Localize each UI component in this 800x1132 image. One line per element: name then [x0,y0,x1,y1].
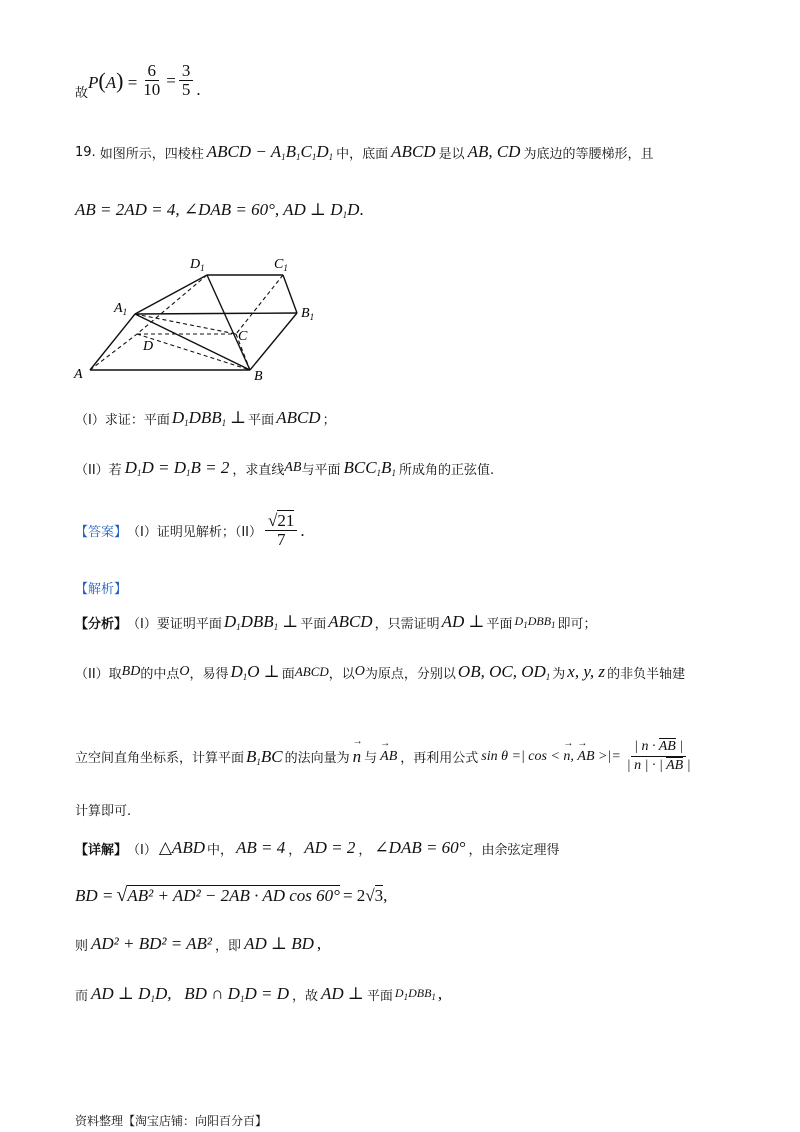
fraction-6-10 [140,62,163,99]
period: . [196,79,201,99]
label-a1: $A_1$ [114,301,128,317]
fenxi-text: ，易得 [189,666,229,682]
part-text: ，求直线 [232,462,285,478]
perp-symbol: ⊥ [230,408,247,427]
perp-symbol: ⊥ [282,612,299,631]
math-o: O [354,664,365,679]
fraction-sqrt21-7 [265,512,297,549]
m: B [246,746,257,766]
fenxi-text: 的非负半轴建 [607,666,686,682]
edge-ad [90,334,137,370]
m: AB = 2AD = 4, ∠DAB = 60°, AD ⊥ D [75,200,343,219]
fenxi-text: ，只需证明 [374,616,440,632]
m: OB, OC, OD [457,662,546,681]
edge-c1c [236,275,283,334]
m: sin θ =| cos < [481,748,564,764]
math-xyz: x, y, z [567,662,606,681]
frac-den: 5 [181,80,191,99]
detail-text: ， [288,842,302,858]
frac-num: 3 [179,62,194,81]
part-text: （II）若 [75,462,122,478]
math-var: A [105,72,117,92]
fenxi-text: 即可； [557,616,597,632]
vector-ab: → AB [380,749,397,765]
detail-text: ， [358,842,372,858]
period: . [300,520,305,540]
math-condition: AB = 2AD = 4, ∠DAB = 60°, AD ⊥ $D_1D$ [75,200,360,220]
sqrt-sign: √ [365,885,375,905]
edge-a1c [135,314,236,334]
condition-line [75,200,364,220]
fenxi-tag: 【分析】 [75,616,128,632]
m: | [626,758,635,773]
er-text: 平面 [366,988,393,1004]
label-b1: $B_1$ [301,306,315,322]
analysis-tag: 【解析】 [75,582,128,597]
question-19-line [75,142,653,162]
text-gu: 故 [75,86,89,101]
m: O ⊥ [247,662,280,681]
fenxi-text: 为 [552,666,566,682]
m: | [634,739,642,754]
m: n [641,739,649,754]
comma: , [437,984,443,1003]
math-condition2: $D_1D = D_1B = 2$ [124,458,230,478]
er-text: ，故 [291,988,318,1004]
math-plane2: ABCD [276,408,321,427]
question-text: 中，底面 [336,146,389,162]
fenxi-text: （I）要证明平面 [127,616,222,632]
math-pythag: AD² + BD² = AB² [91,934,213,953]
fenxi-text: 平面 [486,616,513,632]
m: D [316,142,329,161]
m: D [514,614,524,628]
answer-line [75,512,305,549]
math-plane: $BCC_1B_1$ [343,458,396,478]
formula-fraction [624,738,694,775]
math-bd-lhs: BD = [75,885,114,905]
part-text: ； [322,412,336,428]
m: | [675,739,684,754]
edge-c1b1 [283,275,297,313]
m: → n [563,749,570,765]
fenxi-text: （II）取 [75,666,122,682]
m: n [634,758,642,773]
edge-a1d1 [135,275,207,314]
m: | · | [641,758,667,773]
math-bd: BD [121,664,141,679]
edge-aa1 [90,314,135,370]
m: DBB [240,612,274,631]
detail-text: 中， [206,842,233,858]
math-abcd: ABCD [294,664,329,679]
m: , [570,748,578,764]
detail-tag: 【详解】 [75,842,128,858]
sqrt-sign: √ [116,884,128,906]
math-plane2: ABCD [328,612,373,631]
part-text: 与平面 [301,462,341,478]
analysis-tag-line [75,578,127,597]
m: BCC [343,458,377,477]
fenxi-line [75,612,597,632]
m: D [124,458,137,477]
label-c1: $C_1$ [274,257,288,273]
answer-text: （I）证明见解析；（II） [127,525,263,540]
math-d1o: $D_1O$ ⊥ [230,662,280,682]
fenxi-text: 面 [281,666,295,682]
frac-num: √21 [265,512,297,531]
er-line [75,984,442,1004]
part1-line [75,408,336,428]
frac-den [624,757,694,775]
footer-text: 资料整理【淘宝店铺：向阳百分百】 [75,1114,268,1128]
math-ab4: AB = 4 [236,838,286,857]
math-ad-perp: AD ⊥ [321,984,364,1003]
frac-num: 6 [145,62,160,81]
radicand: 21 [277,511,295,530]
math-ad-perp-bd: AD ⊥ BD [244,934,314,953]
prism-figure [70,248,330,388]
m: D [230,662,243,681]
math-o: O [179,664,190,679]
fenxi-text: 与 [364,751,378,766]
math-plane3: $D_1DBB_1$ [514,614,556,630]
vector-n: → n [353,747,362,767]
m: AB [666,758,684,773]
m: DBB [527,614,552,628]
math-base: ABCD [391,142,436,161]
m: → AB [577,749,594,765]
part2-line [75,458,494,478]
er-text: 而 [75,988,89,1004]
label-a: A [74,367,83,382]
period: . [359,200,364,219]
footer [75,1112,267,1129]
math-prism: ABCD − $A_1B_1C_1D_1$ [206,142,334,162]
edge-db [137,334,250,370]
question-text: 是以 [438,146,465,162]
math-plane1: $D_1DBB_1$ [223,612,279,632]
m: AD ⊥ D [91,984,151,1003]
fraction-3-5 [179,62,194,99]
math-fn: P [88,72,99,92]
edge-a1b1 [135,313,297,314]
fenxi-text: 立空间直角坐标系，计算平面 [75,751,245,766]
fenxi-text: ，以 [328,666,355,682]
m: D [394,986,404,1000]
fenxi-text: ，再利用公式 [400,751,479,766]
frac-den: 10 [143,80,161,99]
radicand-3: 3 [374,886,384,905]
formula-sin [481,749,620,765]
m: B [285,142,297,161]
m: D [223,612,237,631]
math-ad-perp: AD ⊥ [441,612,485,631]
math-bd-rhs: = 2 [342,885,366,905]
part-text: 所成角的正弦值. [398,462,495,478]
math-angle: ∠DAB = 60° [374,838,466,857]
fenxi4-line [75,800,131,819]
m: BC [260,746,283,766]
edge-bb1 [250,313,297,370]
math-pa: P(A) = [88,67,138,93]
fenxi-text: 平面 [300,616,327,632]
bd-line [75,884,387,907]
probability-line: 故 P(A) = $\frac{6}{10}$ = $\frac{3}{5}$ . [75,61,201,101]
m: D = D [141,458,186,477]
m: D [171,408,185,427]
fenxi3-line [75,738,697,775]
m: B [381,458,392,477]
m: C [300,142,312,161]
math-plane1: $D_1DBB_1$ [171,408,227,428]
detail-text: ，由余弦定理得 [468,842,560,858]
math-b1bc: $B_1BC$ [246,746,283,767]
m: >|= [594,748,621,764]
fenxi2-line [75,662,685,682]
question-text: 如图所示，四棱柱 [99,146,204,162]
m: AB [658,739,676,754]
then-text: 则 [75,938,89,954]
label-c: C [238,329,248,344]
label-b: B [254,369,263,384]
math-ab: AB [284,460,302,475]
fenxi-text: 的法向量为 [284,751,350,766]
m: D = D [244,984,289,1003]
then-line [75,934,321,954]
part-text: （I）求证：平面 [75,412,170,428]
m: B = 2 [190,458,230,477]
m: DBB [188,408,222,427]
m: | [683,758,691,773]
math-axes: OB, OC, $OD_1$ [457,662,551,682]
math-ad2: AD = 2 [304,838,356,857]
math-er: AD ⊥ $D_1D$, BD ∩ $D_1D = D$ [91,984,289,1004]
frac-num [631,738,686,757]
math-triangle: △ABD [158,838,205,857]
edge-d1b [207,275,250,370]
detail-line [75,838,560,858]
label-d1: $D_1$ [190,257,205,273]
label-d: D [143,339,154,354]
answer-tag: 【答案】 [75,525,128,540]
m: DBB [408,986,432,1000]
part-text: 平面 [248,412,275,428]
math-bases: AB, CD [467,142,521,161]
question-number: 19. [75,144,96,160]
math-plane: $D_1DBB_1$ [394,986,436,1002]
fenxi-text: 的中点 [140,666,180,682]
m: D, BD ∩ D [154,984,240,1003]
m: · [648,739,659,754]
comma: , [316,934,322,953]
m: ABCD − A [206,142,282,161]
frac-den: 7 [276,530,286,549]
question-text: 为底边的等腰梯形，且 [523,146,654,162]
fenxi-text: 计算即可. [75,804,132,819]
math-radicand: AB² + AD² − 2AB · AD cos 60° [127,886,340,905]
m: D [347,200,360,219]
fenxi-text: 为原点，分别以 [364,666,456,682]
detail-text: （I） [127,842,157,858]
then-text: ，即 [215,938,242,954]
edge-d1d [137,275,207,334]
comma: , [383,885,388,905]
